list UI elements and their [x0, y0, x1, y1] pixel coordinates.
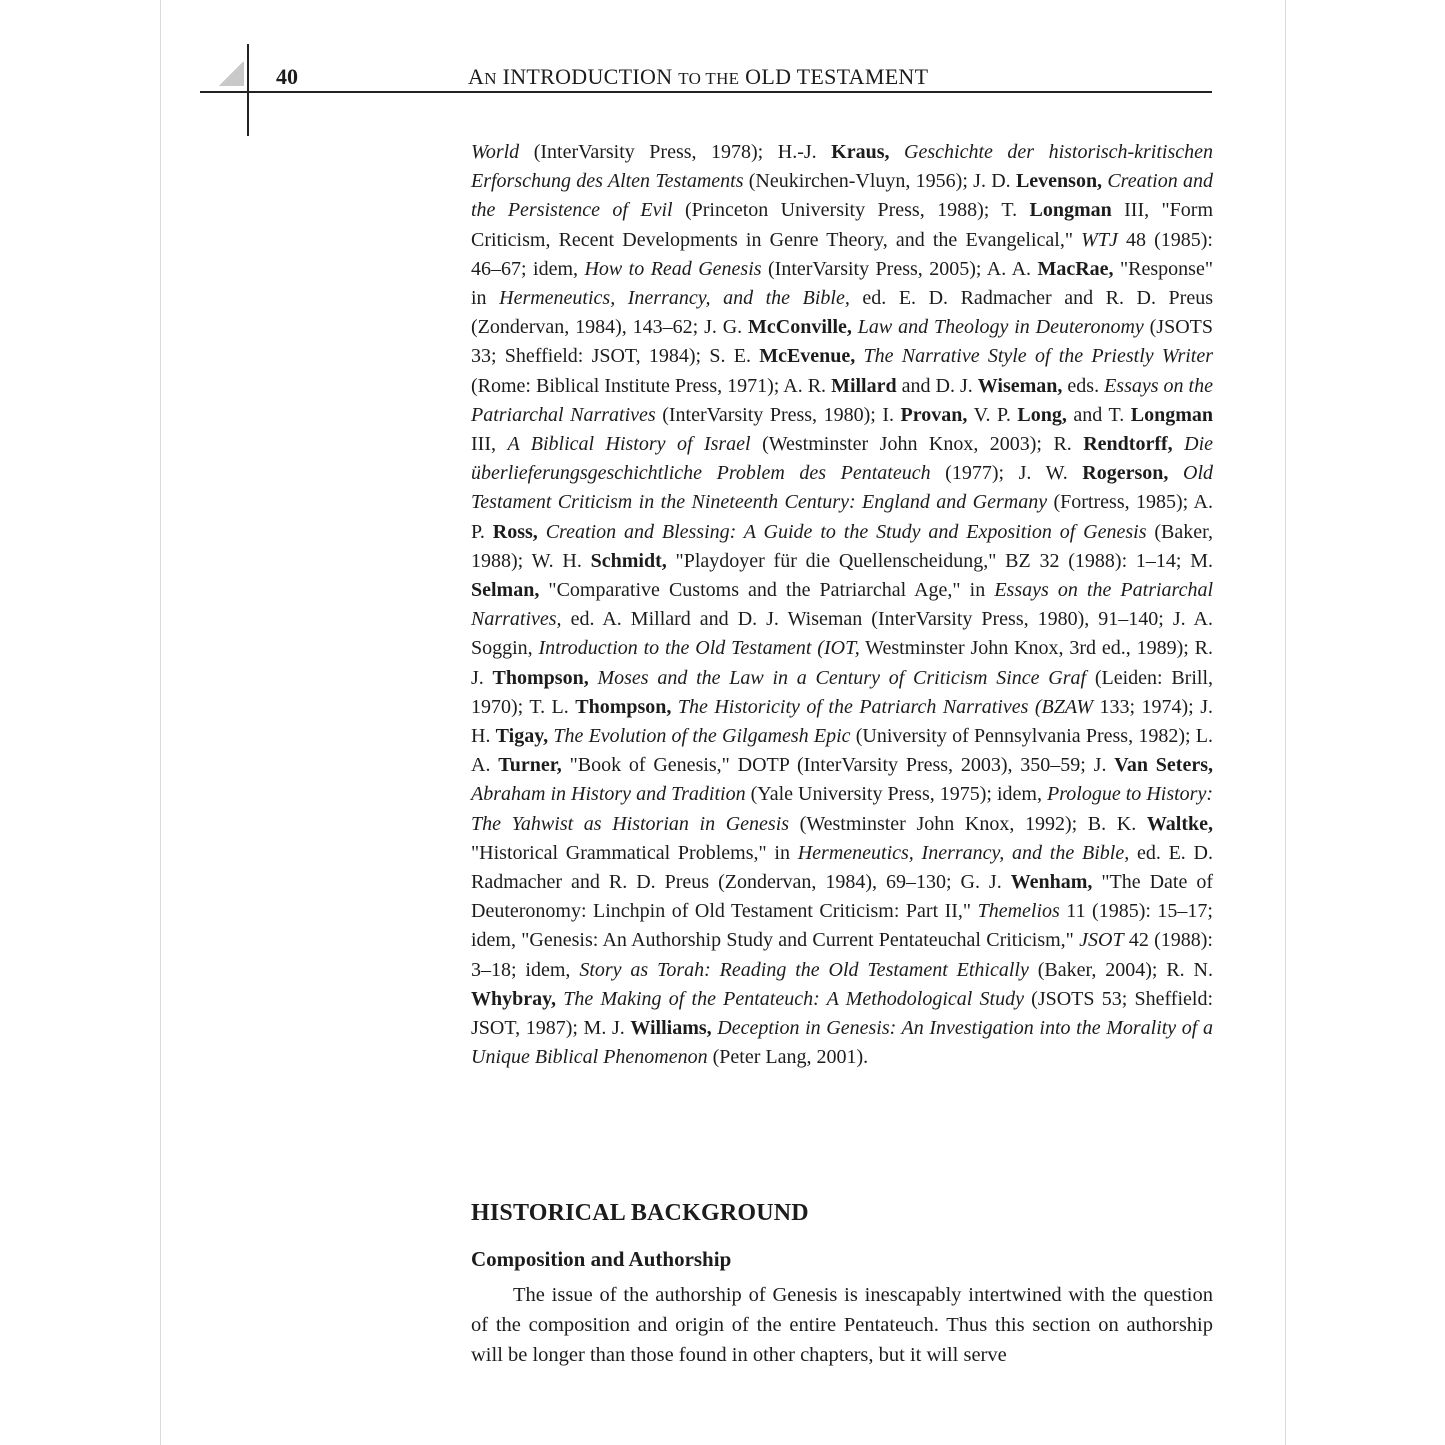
citation-text: Westminster John Knox, 3rd ed., 1989); R. J. — [471, 637, 1213, 689]
running-head-part: OLD TESTAMENT — [739, 64, 929, 89]
citation-text: (Fortress, 1985); A. P. — [471, 491, 1213, 543]
citation-text: (University of Pennsylvania Press, 1982); L. A. — [471, 725, 1213, 777]
author-name: Longman — [1029, 199, 1112, 222]
citation-text: 48 (1985): 46–67; idem, — [471, 228, 1213, 280]
work-title: Themelios — [977, 900, 1060, 923]
author-name: Tigay, — [495, 725, 549, 748]
work-title: Prologue to History: The Yahwist as Historian in Genesis — [471, 783, 1213, 835]
work-title: Law and Theology in Deuteronomy — [857, 316, 1144, 339]
citation-text: and D. J. — [896, 374, 978, 397]
header-vertical-rule — [247, 44, 249, 136]
citation-text: (Leiden: Brill, 1970); T. L. — [471, 666, 1214, 718]
citation-text: (Rome: Biblical Institute Press, 1971); A. R. — [471, 374, 832, 397]
work-title: Hermeneutics, Inerrancy, and the Bible, — [797, 841, 1130, 864]
author-name: Long, — [1017, 403, 1067, 426]
author-name: Selman, — [471, 579, 540, 602]
running-head-part: A — [468, 64, 485, 89]
citation-text: (Westminster John Knox, 2003); R. — [750, 433, 1084, 456]
citation-text: (1977); J. W. — [930, 462, 1083, 485]
author-name: Levenson, — [1015, 170, 1103, 193]
work-title: The Making of the Pentateuch: A Methodological Study — [563, 987, 1024, 1010]
author-name: McConville, — [748, 316, 852, 339]
citation-text: eds. — [1062, 374, 1105, 397]
page-number: 40 — [276, 64, 298, 89]
citation-text — [1168, 462, 1183, 484]
author-name: Williams, — [630, 1017, 712, 1040]
citation-text — [855, 345, 863, 367]
citation-text: (InterVarsity Press, 1980); I. — [655, 403, 901, 426]
author-name: Schmidt, — [590, 549, 667, 572]
author-name: Kraus, — [831, 141, 890, 163]
author-name: Rogerson, — [1082, 462, 1169, 485]
running-head — [468, 64, 928, 92]
work-title: The Evolution of the Gilgamesh Epic — [553, 725, 851, 748]
author-name: Thompson, — [492, 666, 589, 689]
work-title: Essays on the Patriarchal Narratives, — [471, 579, 1214, 631]
citation-text: (Yale University Press, 1975); idem, — [745, 783, 1048, 806]
running-head-part: TO THE — [678, 69, 740, 88]
work-title: WTJ — [1081, 228, 1118, 251]
work-title: Deception in Genesis: An Investigation into the Morality of a Unique Biblical Phenomenon — [471, 1017, 1213, 1069]
bibliography-block — [471, 138, 1213, 1073]
work-title: Essays on the Patriarchal Narratives — [471, 374, 1213, 426]
citation-text: "Book of Genesis," DOTP (InterVarsity Press, 2003), 350–59; J. — [561, 754, 1115, 777]
work-title: The Historicity of the Patriarch Narratives (BZAW — [677, 695, 1094, 718]
section-heading: HISTORICAL BACKGROUND — [471, 1200, 809, 1226]
citation-text: "Historical Grammatical Problems," in — [471, 841, 798, 864]
author-name: Provan, — [900, 403, 968, 426]
work-title: Creation and Blessing: A Guide to the Study and Exposition of Genesis — [545, 520, 1147, 543]
author-name: Wiseman, — [977, 374, 1063, 397]
author-name: Millard — [831, 374, 897, 397]
work-title: The Narrative Style of the Priestly Writer — [863, 345, 1213, 368]
citation-text: III, "Form Criticism, Recent Developments in Genre Theory, and the Evangelical," — [471, 199, 1214, 251]
work-title: How to Read Genesis — [584, 257, 762, 280]
citation-text: 133; 1974); J. H. — [471, 695, 1214, 748]
citation-text: (JSOTS 33; Sheffield: JSOT, 1984); S. E. — [471, 316, 1213, 368]
work-title: Creation and the Persistence of Evil — [471, 170, 1213, 222]
author-name: Van Seters, — [1114, 754, 1213, 777]
work-title: Old Testament Criticism in the Nineteenth Century: England and Germany — [471, 462, 1213, 514]
work-title: A Biblical History of Israel — [507, 433, 751, 456]
citation-text: (Peter Lang, 2001). — [707, 1046, 869, 1069]
citation-text: (Neukirchen-Vluyn, 1956); J. D. — [743, 170, 1016, 193]
citation-text — [1173, 433, 1184, 455]
citation-text — [538, 521, 546, 543]
work-title: Introduction to the Old Testament (IOT, — [538, 637, 860, 660]
work-title: Moses and the Law in a Century of Criticism Since Graf — [597, 666, 1087, 689]
author-name: Longman — [1130, 403, 1213, 426]
citation-text: (JSOTS 53; Sheffield: JSOT, 1987); M. J. — [471, 987, 1213, 1040]
work-title: Geschichte der historisch-kritischen Erforschung des Alten Testaments — [471, 141, 1214, 193]
citation-text: (Westminster John Knox, 1992); B. K. — [789, 812, 1147, 835]
citation-text: III, — [471, 433, 508, 456]
author-name: Wenham, — [1010, 871, 1093, 894]
author-name: McEvenue, — [759, 345, 856, 368]
running-head-part: INTRODUCTION — [496, 64, 679, 89]
work-title: World — [471, 141, 520, 163]
author-name: Rendtorff, — [1083, 433, 1173, 456]
citation-text: (Baker, 1988); W. H. — [471, 520, 1214, 572]
citation-text: and T. — [1066, 403, 1131, 426]
citation-text: ed. E. D. Radmacher and R. D. Preus (Zondervan, 1984), 69–130; G. J. — [471, 841, 1213, 894]
subsection-heading: Composition and Authorship — [471, 1247, 732, 1271]
work-title: JSOT — [1079, 929, 1124, 952]
citation-text: ed. A. Millard and D. J. Wiseman (InterVarsity Press, 1980), 91–140; J. A. Soggin, — [471, 608, 1213, 660]
author-name: Turner, — [498, 754, 562, 777]
citation-text: 42 (1988): 3–18; idem, — [471, 929, 1213, 981]
citation-text: "Playdoyer für die Quellenscheidung," BZ 32 (1988): 1–14; M. — [666, 549, 1213, 572]
work-title: Die überlieferungsgeschichtliche Problem des Pentateuch — [471, 433, 1214, 485]
citation-text: (Baker, 2004); R. N. — [1028, 958, 1213, 981]
author-name: Whybray, — [471, 987, 557, 1010]
work-title: Story as Torah: Reading the Old Testament Ethically — [579, 958, 1029, 981]
citation-text: (Princeton University Press, 1988); T. — [672, 199, 1030, 222]
author-name: MacRae, — [1037, 257, 1114, 280]
citation-text: V. P. — [967, 403, 1018, 426]
citation-text: 11 (1985): 15–17; idem, "Genesis: An Authorship Study and Current Pentateuchal Criticism," — [471, 900, 1213, 952]
running-head-part: N — [484, 69, 497, 88]
work-title: Hermeneutics, Inerrancy, and the Bible, — [499, 287, 850, 310]
bibliography-paragraph — [471, 138, 1213, 1073]
citation-text: "Comparative Customs and the Patriarchal Age," in — [539, 579, 995, 602]
citation-text: ed. E. D. Radmacher and R. D. Preus (Zondervan, 1984), 143–62; J. G. — [471, 287, 1213, 339]
work-title: Abraham in History and Tradition — [471, 783, 746, 806]
author-name: Thompson, — [575, 695, 672, 718]
body-paragraph: The issue of the authorship of Genesis is inescapably intertwined with the question of the composition and origin of the entire Pentateuch. Thus this section on authorship will be longer than those found in other chapters, but it will serve — [471, 1284, 1213, 1366]
citation-text: (InterVarsity Press, 1978); H.-J. — [519, 141, 832, 163]
author-name: Waltke, — [1146, 812, 1213, 835]
citation-text — [890, 141, 905, 163]
citation-text: "The Date of Deuteronomy: Linchpin of Old Testament Criticism: Part II," — [471, 871, 1214, 923]
citation-text: (InterVarsity Press, 2005); A. A. — [761, 257, 1038, 280]
author-name: Ross, — [492, 520, 538, 543]
citation-text: "Response" in — [471, 257, 1213, 310]
page-corner-mark — [218, 62, 244, 86]
